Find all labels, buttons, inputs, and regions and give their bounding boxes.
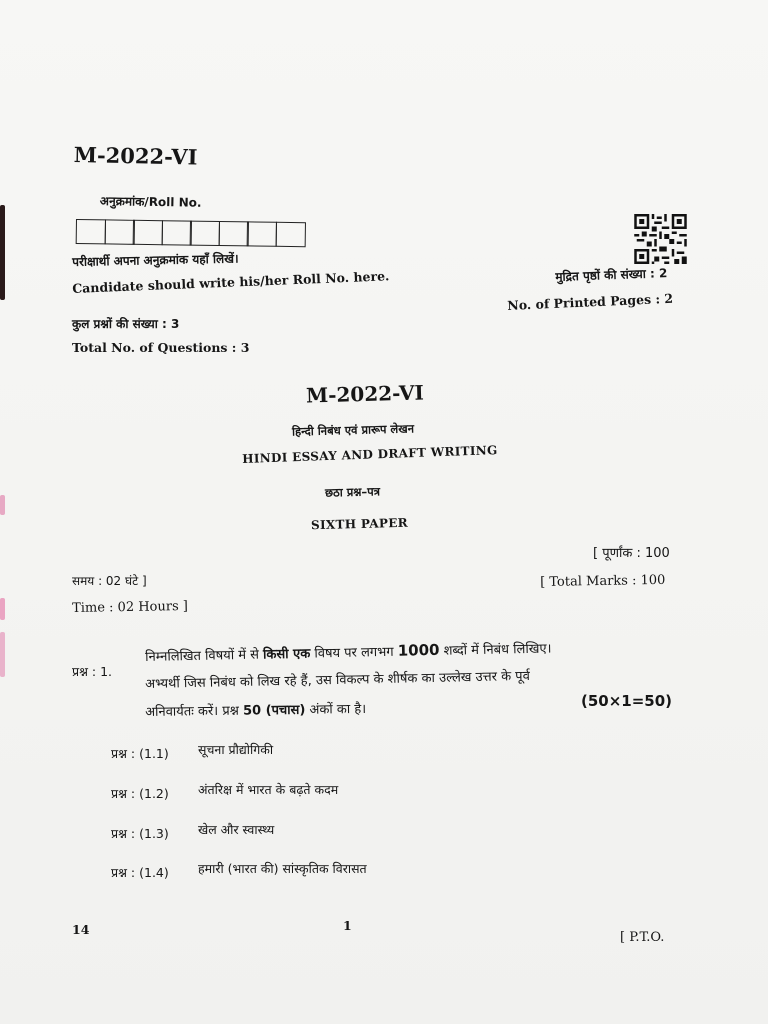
please-turn-over: [ P.T.O. — [620, 930, 665, 945]
sub-question-topic: हमारी (भारत की) सांस्कृतिक विरासत — [198, 861, 367, 876]
edge-pink-mark — [0, 495, 5, 515]
roll-digit-box[interactable] — [247, 221, 277, 246]
total-marks-english: [ Total Marks : 100 — [540, 572, 666, 590]
sub-question-label: प्रश्न : (1.4) — [111, 865, 169, 880]
sub-question-label: प्रश्न : (1.3) — [111, 826, 169, 841]
roll-digit-box[interactable] — [133, 220, 163, 245]
roll-instruction-english: Candidate should write his/her Roll No. here. — [72, 268, 390, 296]
qr-code-icon — [634, 214, 687, 264]
roll-number-boxes[interactable] — [76, 219, 304, 247]
roll-digit-box[interactable] — [275, 222, 305, 247]
question-1-marks: (50×1=50) — [581, 692, 673, 710]
time-hindi: समय : 02 घंटे ] — [72, 574, 147, 588]
printed-pages-hindi: मुद्रित पृष्ठों की संख्या : 2 — [555, 266, 668, 284]
subject-english: HINDI ESSAY AND DRAFT WRITING — [242, 443, 498, 466]
paper-code-center: M-2022-VI — [305, 380, 425, 408]
roll-digit-box[interactable] — [76, 219, 106, 244]
edge-shadow — [0, 205, 5, 300]
sub-question-topic: सूचना प्रौद्योगिकी — [198, 742, 274, 757]
paper-number-hindi: छठा प्रश्न–पत्र — [324, 484, 381, 500]
page-number: 1 — [343, 918, 352, 933]
roll-digit-box[interactable] — [190, 221, 220, 246]
footer-left-code: 14 — [72, 922, 90, 937]
question-1-line-1: निम्नलिखित विषयों में से किसी एक विषय पर लगभग 1000 शब्दों में निबंध लिखिए। — [145, 640, 552, 665]
total-questions-english: Total No. of Questions : 3 — [72, 340, 250, 355]
sub-question-label: प्रश्न : (1.2) — [111, 786, 169, 801]
edge-pink-mark — [0, 632, 5, 677]
question-1-line-3: अनिवार्यतः करें। प्रश्न 50 (पचास) अंकों का है। — [145, 701, 367, 720]
roll-digit-box[interactable] — [104, 219, 134, 244]
edge-pink-mark — [0, 598, 5, 620]
roll-digit-box[interactable] — [218, 221, 248, 246]
sub-question-label: प्रश्न : (1.1) — [111, 746, 169, 761]
full-marks-hindi: [ पूर्णांक : 100 — [593, 546, 670, 561]
roll-no-label: अनुक्रमांक/Roll No. — [99, 193, 202, 210]
roll-instruction-hindi: परीक्षार्थी अपना अनुक्रमांक यहाँ लिखें। — [72, 251, 239, 269]
total-questions-hindi: कुल प्रश्नों की संख्या : 3 — [72, 317, 180, 331]
printed-pages-english: No. of Printed Pages : 2 — [507, 290, 674, 313]
sub-question-topic: अंतरिक्ष में भारत के बढ़ते कदम — [198, 782, 339, 797]
paper-code-top: M-2022-VI — [73, 142, 198, 170]
paper-number-english: SIXTH PAPER — [310, 515, 409, 533]
subject-hindi: हिन्दी निबंध एवं प्रारूप लेखन — [291, 421, 415, 439]
question-1-label: प्रश्न : 1. — [72, 664, 113, 679]
sub-question-topic: खेल और स्वास्थ्य — [198, 822, 275, 837]
question-1-line-2: अभ्यर्थी जिस निबंध को लिख रहे हैं, उस विकल्प के शीर्षक का उल्लेख उत्तर के पूर्व — [145, 668, 531, 692]
roll-digit-box[interactable] — [161, 220, 191, 245]
time-english: Time : 02 Hours ] — [72, 598, 189, 616]
